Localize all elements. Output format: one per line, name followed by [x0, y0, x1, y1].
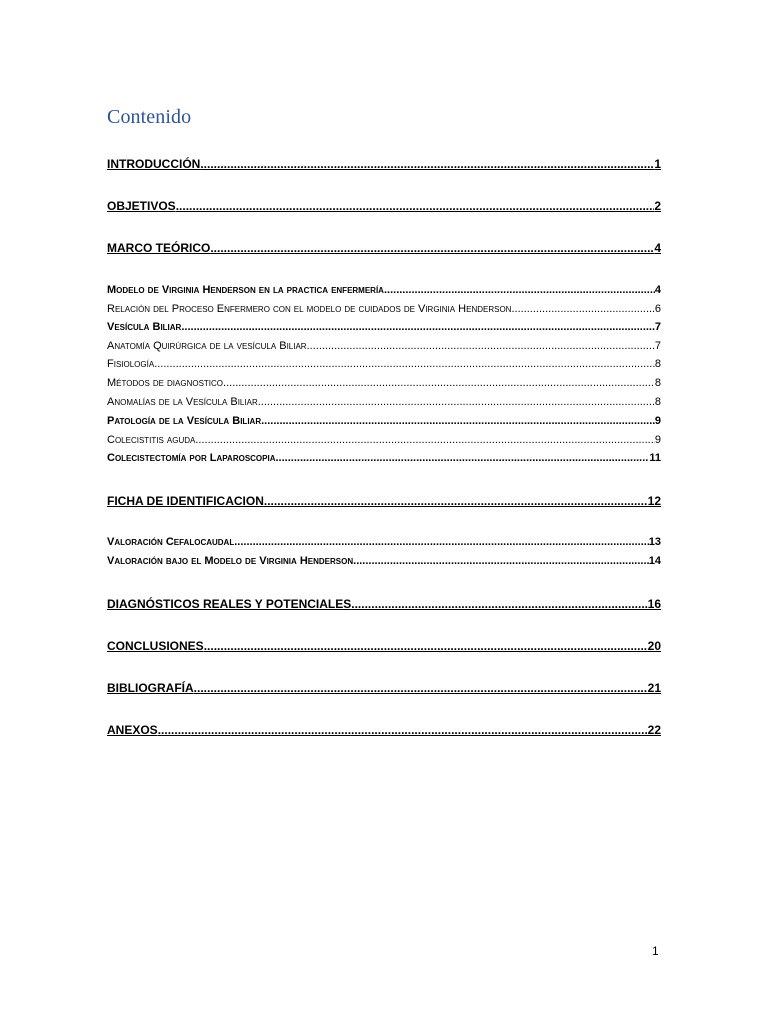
toc-entry-title: Valoración Cefalocaudal [107, 536, 235, 548]
toc-entry-page: 11 [649, 452, 661, 464]
toc-leader-dots [234, 536, 649, 549]
toc-heading: Contenido [107, 106, 192, 128]
toc-leader-dots [204, 639, 648, 653]
toc-entry-relacion-proceso[interactable] [107, 303, 661, 316]
toc-entry-title: Valoración bajo el Modelo de Virginia Henderson [107, 555, 354, 567]
toc-entry-colecistectomia[interactable] [107, 452, 661, 465]
toc-entry-page: 4 [654, 241, 661, 255]
toc-entry-title: Colecistitis aguda [107, 434, 196, 446]
toc-entry-page: 1 [654, 157, 661, 171]
toc-entry-title: Patología de la Vesícula Biliar [107, 415, 262, 427]
toc-entry-page: 7 [654, 321, 661, 333]
toc-entry-title: DIAGNÓSTICOS REALES Y POTENCIALES [107, 597, 352, 611]
toc-entry-introduccion[interactable] [107, 157, 661, 171]
toc-entry-page: 9 [654, 434, 661, 446]
toc-entry-title: Anomalías de la Vesícula Biliar [107, 396, 258, 408]
toc-entry-page: 6 [654, 303, 661, 315]
toc-entry-title: Anatomía Quirúrgica de la vesícula Biliar [107, 340, 307, 352]
toc-entry-ficha-identificacion[interactable] [107, 494, 661, 508]
toc-entry-patologia[interactable] [107, 415, 661, 428]
toc-entry-title: FICHA DE IDENTIFICACION [107, 494, 264, 508]
toc-entry-page: 8 [654, 396, 661, 408]
toc-entry-anomalias[interactable] [107, 396, 661, 409]
toc-leader-dots [258, 396, 655, 409]
toc-leader-dots [181, 321, 655, 334]
toc-entry-title: Vesícula Biliar [107, 321, 182, 333]
toc-entry-title: BIBLIOGRAFÍA [107, 681, 194, 695]
toc-entry-page: 22 [647, 723, 661, 737]
toc-entry-page: 4 [654, 284, 661, 296]
toc-entry-title: MARCO TEÓRICO [107, 241, 211, 255]
toc-entry-title: CONCLUSIONES [107, 639, 204, 653]
toc-entry-page: 7 [654, 340, 661, 352]
page-number: 1 [652, 944, 659, 958]
toc-entry-title: Fisiología [107, 358, 155, 370]
toc-entry-page: 20 [647, 639, 661, 653]
toc-leader-dots [353, 555, 649, 568]
toc-entry-title: Modelo de Virginia Henderson en la practica enfermería [107, 284, 384, 296]
toc-entry-title: Colecistectomía por Laparoscopia [107, 452, 276, 464]
toc-entry-valoracion-henderson[interactable] [107, 555, 661, 568]
toc-leader-dots [351, 597, 647, 611]
toc-leader-dots [223, 377, 655, 390]
toc-entry-anatomia[interactable] [107, 340, 661, 353]
toc-entry-marco-teorico[interactable] [107, 241, 661, 255]
toc-entry-page: 13 [648, 536, 661, 548]
toc-entry-page: 21 [647, 681, 661, 695]
toc-leader-dots [264, 494, 648, 508]
toc-leader-dots [158, 723, 648, 737]
toc-leader-dots [210, 241, 654, 255]
toc-entry-valoracion-cefalocaudal[interactable] [107, 536, 661, 549]
toc-leader-dots [261, 415, 655, 428]
toc-entry-page: 9 [654, 415, 661, 427]
toc-leader-dots [154, 358, 655, 371]
toc-entry-bibliografia[interactable] [107, 681, 661, 695]
toc-entry-modelo-henderson[interactable] [107, 284, 661, 297]
toc-entry-page: 8 [654, 377, 661, 389]
toc-entry-title: ANEXOS [107, 723, 158, 737]
toc-entry-vesicula-biliar[interactable] [107, 321, 661, 334]
toc-leader-dots [276, 452, 650, 465]
toc-entry-title: INTRODUCCIÓN [107, 157, 201, 171]
toc-entry-page: 8 [654, 358, 661, 370]
toc-entry-page: 16 [647, 597, 661, 611]
toc-entry-title: OBJETIVOS [107, 199, 176, 213]
toc-entry-objetivos[interactable] [107, 199, 661, 213]
toc-entry-colecistitis[interactable] [107, 434, 661, 447]
toc-leader-dots [176, 199, 655, 213]
toc-entry-title: Relación del Proceso Enfermero con el modelo de cuidados de Virginia Henderson [107, 303, 512, 315]
toc-entry-anexos[interactable] [107, 723, 661, 737]
toc-entry-page: 14 [648, 555, 661, 567]
toc-leader-dots [195, 434, 655, 447]
toc-leader-dots [194, 681, 648, 695]
toc-entry-page: 2 [654, 199, 661, 213]
toc-leader-dots [511, 303, 654, 316]
toc-entry-metodos-diagnostico[interactable] [107, 377, 661, 390]
toc-entry-title: Métodos de diagnostico [107, 377, 224, 389]
toc-leader-dots [307, 340, 655, 353]
toc-entry-conclusiones[interactable] [107, 639, 661, 653]
toc-entry-fisiologia[interactable] [107, 358, 661, 371]
toc-entry-diagnosticos[interactable] [107, 597, 661, 611]
toc-leader-dots [200, 157, 654, 171]
toc-leader-dots [384, 284, 655, 297]
toc-entry-page: 12 [647, 494, 661, 508]
